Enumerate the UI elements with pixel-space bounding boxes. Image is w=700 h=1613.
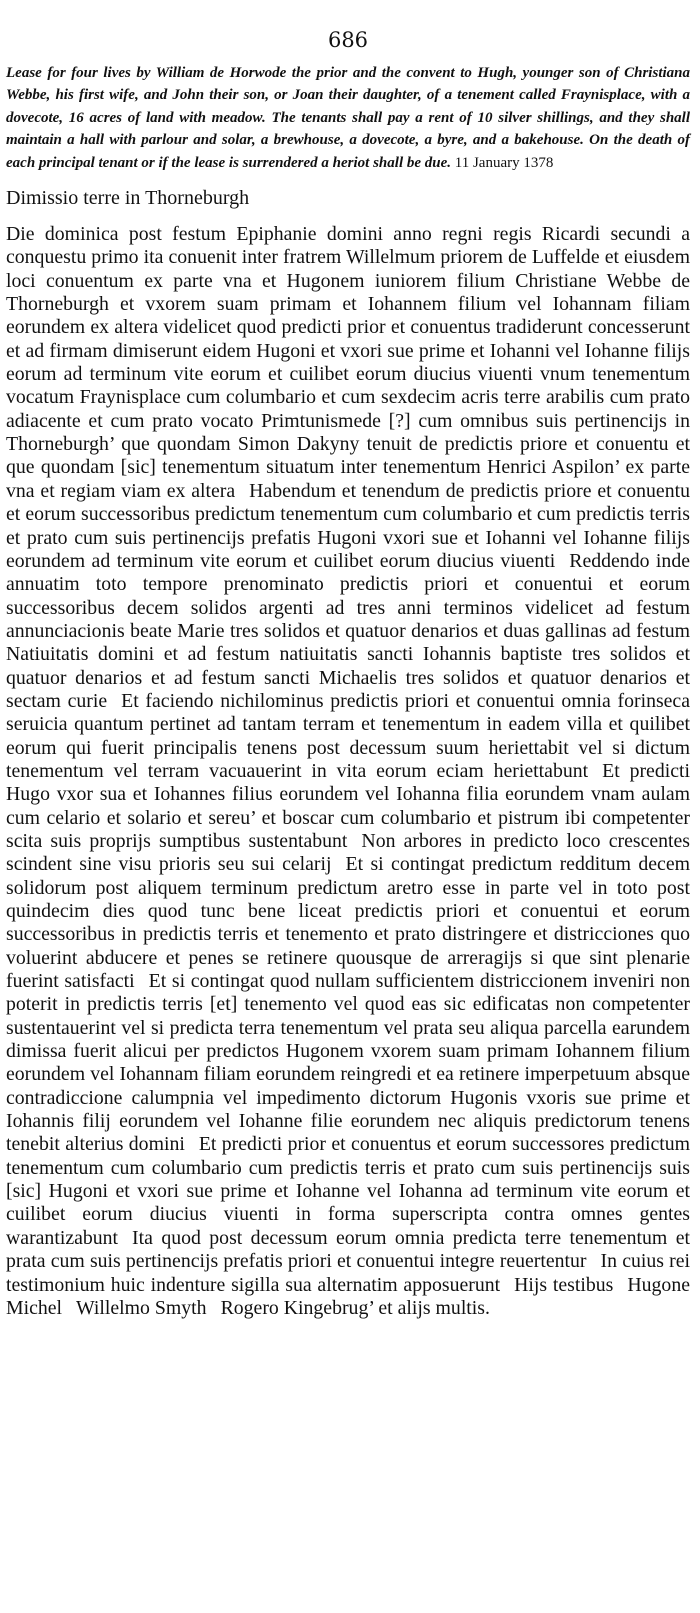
summary-text: Lease for four lives by William de Horwode the prior and the convent to Hugh, younger son of Christiana Webbe, his first wife, and John their son, or Joan their daughter, of a tenement called Fraynisplace, with a dovecote, 16 acres of land with meadow. The tenants shall pay a rent of 10 silver shillings, and they shall maintain a hall with parlour and solar, a brewhouse, a dovecote, a byre, and a bakehouse. On the death of each principal tenant or if the lease is surrendered a heriot shall be due. [6, 65, 690, 171]
text-segment: Willelmo Smyth [76, 1296, 207, 1319]
text-segment: Reddendo inde annuatim toto tempore prenominato predictis priori et conuentui et eorum successoribus decem solidos argenti ad tres anni terminos videlicet ad festum annunciacionis beate Marie tres solidos et quatuor denarios et duas gallinas ad festum Natiuitatis domini et ad festum natiuitatis sancti Iohannis baptiste tres solidos et quatuor denarios et ad festum sancti Michaelis tres solidos et quatuor denarios et sectam curie [6, 549, 690, 712]
text-segment: Non arbores in predicto loco crescentes scindent sine visu prioris seu sui celarij [6, 829, 690, 876]
text-segment: Et predicti prior et conuentus et eorum successores predictum tenementum cum columbario cum predictis terris et prato cum suis pertinencijs suis [sic] Hugoni et vxori sue prime et Iohanne vel Iohanna ad terminum vite eorum et cuilibet eorum diucius viuenti in forma superscripta contra omnes gentes warantizabunt [6, 1133, 690, 1249]
text-segment: Hugone Michel [6, 1273, 690, 1319]
text-segment: Et faciendo nichilominus predictis priori et conuentui omnia forinseca seruicia quantum pertinet ad tantam terram et tenementum in eadem villa et quilibet eorum qui fuerit principalis tenens post decessum suum heriettabit vel si dictum tenementum vel terram vacuauerint in vita eorum eciam heriettabunt [6, 689, 690, 782]
text-segment: Et si contingat quod nullam sufficientem districcionem inveniri non poterit in predictis terris [et] tenemento vel quod eas sic edificatas non competenter sustentauerint vel si predicta terra tenementum vel prata seu aliqua parcella earundem dimissa fuerit alicui per predictos Hugonem vxorem suam primam Iohannem filium eorundem vel Iohannam filiam eorundem reingredi et ea retinere imperpetuum absque contradiccione calumpnia vel impedimento dictorum Hugonis vxoris sue prime et Iohannis filij eorundem vel Iohanne filie eorundem nec aliquis predictorum tenens tenebit alterius domini [6, 970, 690, 1156]
document-title: Dimissio terre in Thorneburgh [6, 187, 250, 210]
charter-text [6, 223, 690, 1320]
text-segment: Habendum et tenendum de predictis priore et conuentu et eorum successoribus predictum tenementum cum columbario et cum predictis terris et prato cum suis pertinencijs prefatis Hugoni vxori sue et Iohanni vel Iohanne filijs eorundem ad terminum vite eorum et cuilibet eorum diucius viuenti [6, 479, 690, 572]
lease-summary [6, 62, 690, 174]
text-segment: Ita quod post decessum eorum omnia predicta terre tenementum et prata cum suis pertinencijs prefatis priori et conuentui integre reuertentur [6, 1226, 690, 1273]
text-segment: Die dominica post festum Epiphanie domini anno regni regis Ricardi secundi a conquestu primo ita conuenit inter fratrem Willelmum priorem de Luffelde et eiusdem loci conuentum ex parte vna et Hugonem iuniorem filium Christiane Webbe de Thorneburgh et vxorem suam primam et Iohannem filium vel Iohannam filiam eorundem ex altera videlicet quod predicti prior et conuentus tradiderunt concesserunt et ad firmam dimiserunt eidem Hugoni et vxori sue prime et Iohanni vel Iohanne filijs eorum ad terminum vite eorum et cuilibet eorum diucius viuenti vnum tenementum vocatum Fraynisplace cum columbario et cum sexdecim acris terre arabilis cum prato adiacente et cum prato vocato Primtunismede [?] cum omnibus suis pertinencijs in Thorneburgh’ que quondam Simon Dakyny tenuit de predictis priore et conuentu et que quondam [sic] tenementum situatum inter tenementum Henrici Aspilon’ ex parte vna et regiam viam ex altera [6, 223, 690, 502]
text-segment: Et predicti Hugo vxor sua et Iohannes filius eorundem vel Iohanna filia eorundem vnam aulam cum celario et solario et sereu’ et boscar cum columbario et pistrum ibi competenter scita suis proprijs sumptibus sustentabunt [6, 759, 690, 852]
page-number: 686 [327, 28, 369, 52]
text-segment: Rogero Kingebrug’ et alijs multis. [220, 1296, 490, 1319]
text-segment: Hijs testibus [514, 1273, 614, 1296]
text-segment: In cuius rei testimonium huic indenture sigilla sua alternatim apposuerunt [6, 1250, 690, 1296]
text-segment: Et si contingat predictum redditum decem solidorum post aliquem terminum predictum aretro esse in parte vel in toto post quindecim dies quod tunc bene liceat predictis priori et conuentui et eorum successoribus in predictis terris et tenemento et prato distringere et districciones quo voluerint abducere et penes se retinere quousque de arreragijs si que sint plenarie fuerint satisfacti [6, 853, 690, 993]
summary-date: 11 January 1378 [454, 154, 554, 171]
